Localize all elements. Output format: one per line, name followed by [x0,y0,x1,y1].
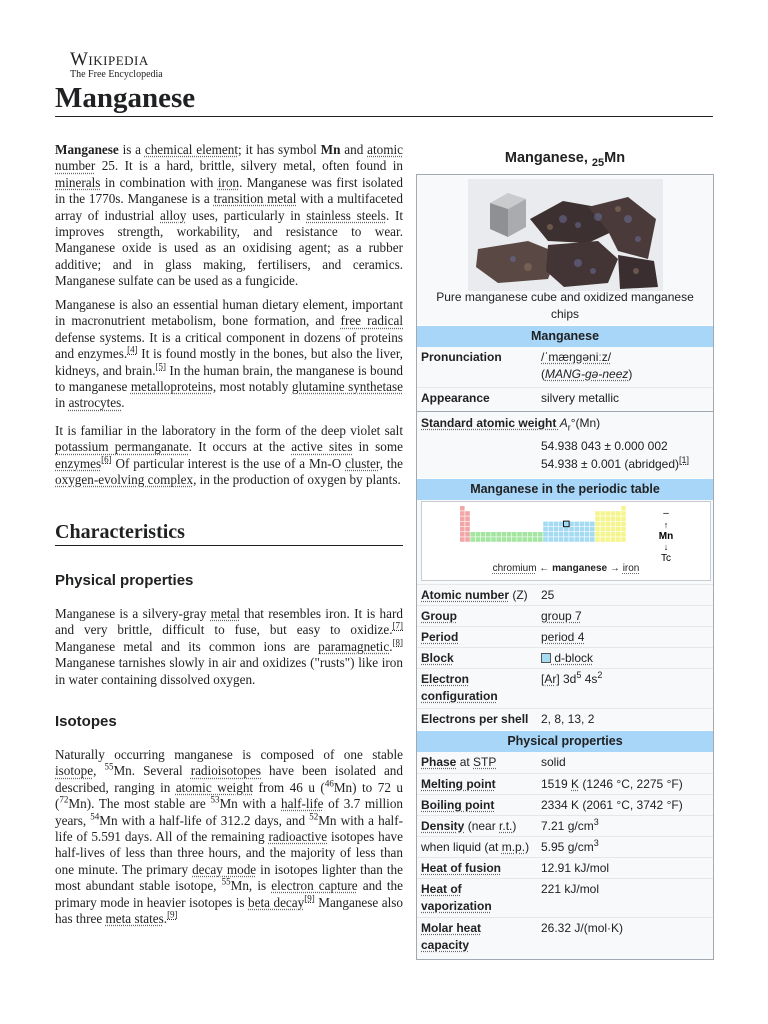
label-molar-heat-capacity[interactable]: Molar heat capacity [421,921,482,952]
label-electrons-per-shell: Electrons per shell [421,712,529,726]
pt-cell [569,527,574,532]
value-pronunciation: /ˈmæŋɡəniːz/ (MANG-gə-neez) [541,350,633,381]
link-alloy[interactable]: alloy [160,207,187,223]
pt-above: – [663,508,669,519]
pt-cell [491,532,496,537]
pt-cell [512,532,517,537]
pt-cell [621,537,626,542]
pt-cell [621,516,626,521]
pt-cell [611,522,616,527]
citation-9b[interactable]: [9] [167,909,178,920]
pt-cell [517,532,522,537]
pt-cell [502,532,507,537]
row-heat-of-fusion [417,857,713,879]
intro-paragraph-3: It is familiar in the laboratory in the form of the deep violet salt potassium permanganate. It occurs at the active sites in some enzymes[6] Of particular interest is the use of a Mn-O cluster, the oxygen-evolving complex, in the production of oxygen by plants. [55,423,403,488]
label-period[interactable]: Period [421,630,459,644]
link-transition-metal[interactable]: transition metal [213,191,297,207]
pt-cell [564,532,569,537]
link-radioisotopes[interactable]: radioisotopes [190,763,262,779]
pt-cell [460,537,465,542]
pt-cell [465,527,470,532]
infobox-title: Manganese, $_{25}$Mn [504,150,626,169]
pt-cell [611,532,616,537]
link-astrocytes[interactable]: astrocytes [68,395,122,411]
row-atomic-number [417,584,713,606]
label-density-liquid: when liquid (at m.p.) [421,840,530,854]
label-standard-atomic-weight[interactable]: Standard atomic weight $A_r^\circ(Mn)$ [421,416,601,433]
pt-symbol: Mn [658,531,674,542]
link-chromium[interactable]: chromium [492,563,537,574]
link-decay-mode[interactable]: decay mode [192,861,257,877]
pt-cell [611,537,616,542]
wordmark: Wikipedia [70,49,149,70]
citation-8[interactable]: [8] [392,637,403,648]
page-title: Manganese [55,80,713,117]
pt-cell [522,537,527,542]
link-free-radical[interactable]: free radical [340,313,403,329]
pt-cell [600,537,605,542]
label-density[interactable]: Density (near r.t.) [421,819,517,833]
pt-cell [460,506,465,511]
link-electron-capture[interactable]: electron capture [271,878,358,894]
pt-cell [564,527,569,532]
pt-cell [590,527,595,532]
pt-cell [476,532,481,537]
pt-up-arrow: ↑ [663,520,669,530]
citation-7[interactable]: [7] [392,621,403,632]
pt-cell [569,522,574,527]
pt-cell [559,522,564,527]
infobox [416,174,714,960]
link-ipa[interactable]: /ˈmæŋɡəniːz/ [541,350,612,364]
pt-cell [548,537,553,542]
pt-cell [481,532,486,537]
pt-cell [606,511,611,516]
value-period[interactable]: period 4 [541,630,585,644]
pt-cell [465,516,470,521]
pt-cell [548,527,553,532]
pt-cell [538,532,543,537]
pt-cell [600,522,605,527]
pt-cell [507,532,512,537]
pt-cell [616,511,621,516]
isotopes-paragraph: Naturally occurring manganese is composed of one stable isotope, $^{55}$Mn. Several radioisotopes have been isolated and described, ranging in atomic weight from 46 u ($^{46}$Mn) to 72 u ($^{72}$Mn). The most stable are $^{53}$Mn with a half-life of 3.7 million years, $^{54}$Mn with a half-life of 312.2 days, and $^{52}$Mn with a half-life of 5.591 days. All of the remaining radioactive isotopes have half-lives of less than three hours, and the majority of less than one minute. The primary decay mode in isotopes lighter than the most abundant stable isotope, $^{55}$Mn, is electron capture and the primary mode in heavier isotopes is beta decay[9] Manganese also has three meta states.[9] [55,747,404,927]
citation-5[interactable]: [5] [155,361,167,372]
pt-cell [512,537,517,542]
link-metal[interactable]: metal [210,606,240,621]
pt-cell [580,537,585,542]
pt-cell [595,532,600,537]
pt-cell [606,522,611,527]
pt-cell [606,527,611,532]
value-electrons-per-shell: 2, 8, 13, 2 [541,712,595,726]
link-atomic-weight[interactable]: atomic weight [175,779,254,795]
pt-cell [580,527,585,532]
wikipedia-logo[interactable] [70,50,190,80]
pt-cell [590,537,595,542]
pt-cell [590,532,595,537]
pt-cell [621,522,626,527]
pt-cell [548,532,553,537]
pt-cell [465,511,470,516]
pt-current: manganese [552,563,608,574]
value-heat-of-vaporization: 221 kJ/mol [541,882,600,896]
pt-cell [585,527,590,532]
value-electron-configuration: [Ar] $3d^5$ $4s^2$ [541,670,603,686]
link-half-life[interactable]: half-life [281,796,324,812]
link-active-sites[interactable]: active sites [291,439,353,455]
pt-cell [611,527,616,532]
pt-cell [559,537,564,542]
row-periodic-table [417,500,713,582]
pt-cell [533,532,538,537]
value-appearance: silvery metallic [541,391,620,405]
pt-cell [470,537,475,542]
value-block[interactable]: d-block [541,650,593,667]
row-phase [417,752,713,773]
pt-cell [554,537,559,542]
value-phase: solid [541,755,566,769]
pt-cell [616,537,621,542]
pt-cell [600,532,605,537]
row-melting-point [417,773,713,795]
pt-cell [569,532,574,537]
link-paramagnetic[interactable]: paramagnetic [318,638,390,654]
pt-cell [465,522,470,527]
pt-neighbors: chromium ← manganese → iron [492,563,640,574]
row-pronunciation [417,347,713,387]
row-electron-configuration [417,668,713,709]
pt-cell [465,537,470,542]
row-appearance [417,387,713,410]
link-chemical-element[interactable]: chemical element [144,142,238,157]
pt-cell [606,516,611,521]
value-melting-point: 1519 K (1246 °C, 2275 °F) [541,777,683,791]
row-standard-atomic-weight [417,411,713,478]
link-enzymes[interactable]: enzymes [55,455,102,471]
pt-cell [606,537,611,542]
label-appearance: Appearance [421,391,490,405]
pt-cell [507,537,512,542]
pt-cell [470,532,475,537]
physical-properties-paragraph: Manganese is a silvery-gray metal that resembles iron. It is hard and very brittle, difficult to fuse, but easy to oxidize.[7] Manganese metal and its common ions are paramagnetic.[8] Manganese tarnishes slowly in air and oxidizes ("rusts") like iron in water containing dissolved oxygen. [55,606,403,687]
row-molar-heat-capacity [417,917,713,960]
pt-cell [476,537,481,542]
link-minerals[interactable]: minerals [55,174,101,190]
pt-cell [616,522,621,527]
row-period [417,626,713,648]
value-boiling-point: 2334 K (2061 °C, 3742 °F) [541,798,683,812]
value-atomic-weight-abridged: 54.938 ± 0.001 (abridged)[1] [541,455,690,471]
pt-cell [533,537,538,542]
pt-cell [460,532,465,537]
pt-cell [460,511,465,516]
subsection-heading-physical-properties: Physical properties [55,572,194,589]
pt-cell [590,522,595,527]
pt-cell [600,516,605,521]
pt-cell [621,511,626,516]
label-pronunciation: Pronunciation [421,350,502,364]
citation-4[interactable]: [4] [127,344,138,355]
link-oxygen-evolving-complex[interactable]: oxygen-evolving complex [55,472,194,488]
pt-cell [559,527,564,532]
pt-cell [595,511,600,516]
pt-cell [569,537,574,542]
pt-cell [481,537,486,542]
label-phase[interactable]: Phase at STP [421,755,497,769]
d-block-swatch-icon [541,653,551,663]
link-potassium-permanganate[interactable]: potassium permanganate [55,439,189,455]
value-atomic-number: 25 [541,588,555,602]
link-radioactive[interactable]: radioactive [268,829,328,845]
pt-cell [611,516,616,521]
pt-cell [595,522,600,527]
pt-down-arrow: ↓ [663,542,669,552]
pt-cell [460,522,465,527]
pt-cell [543,537,548,542]
link-respelling[interactable]: MANG-gə-neez [545,367,629,381]
pt-cell [600,511,605,516]
intro-paragraph-1: Manganese is a chemical element; it has symbol Mn and atomic number 25. It is a hard, brittle, silvery metal, often found in minerals in combination with iron. Manganese was first isolated in the 1770s. Manganese is a transition metal with a multifaceted array of industrial alloy uses, particularly in stainless steels. It improves strength, workability, and resistance to wear. Manganese oxide is used as an oxidising agent; as a rubber additive; and in glass making, fertilisers, and ceramics. Manganese sulfate can be used as a fungicide. [55,142,403,289]
section-heading-characteristics: Characteristics [55,519,403,546]
pt-cell [522,532,527,537]
pt-cell [574,522,579,527]
link-iron[interactable]: iron [217,174,240,190]
value-atomic-weight: 54.938 043 ± 0.000 002 [541,439,668,453]
pt-cell [543,532,548,537]
infobox-section-periodic-table: Manganese in the periodic table [417,478,713,500]
label-block[interactable]: Block [421,651,454,665]
periodic-table-mini[interactable] [421,501,711,581]
pt-cell [548,522,553,527]
row-density [417,815,713,837]
label-melting-point[interactable]: Melting point [421,777,496,791]
pt-cell [460,527,465,532]
pt-cell [616,527,621,532]
subsection-heading-isotopes: Isotopes [55,713,117,730]
value-heat-of-fusion: 12.91 kJ/mol [541,861,610,875]
manganese-image[interactable] [468,179,663,291]
label-heat-of-vaporization[interactable]: Heat of vaporization [421,882,492,913]
pt-cell [595,527,600,532]
link-beta-decay[interactable]: beta decay [248,894,305,910]
infobox-section-element: Manganese [417,325,713,347]
pt-cell [528,532,533,537]
row-electrons-per-shell [417,708,713,731]
pt-cell [580,522,585,527]
pt-cell [585,522,590,527]
tagline: The Free Encyclopedia [70,69,163,80]
pt-cell [585,532,590,537]
pt-cell-manganese [564,522,569,527]
infobox-section-physical: Physical properties [417,730,713,752]
intro-paragraph-2: Manganese is also an essential human dietary element, important in macronutrient metabolism, bone formation, and free radical defense systems. It is a critical component in dozens of proteins and enzymes.[4] It is found mostly in the bones, but also the liver, kidneys, and brain.[5] In the human brain, the manganese is bound to manganese metalloproteins, most notably glutamine synthetase in astrocytes. [55,297,404,411]
pt-cell [574,537,579,542]
value-group[interactable]: group 7 [541,609,582,623]
pt-cell [554,532,559,537]
citation-9[interactable]: [9] [304,893,315,904]
link-metalloproteins[interactable]: metalloproteins [130,379,213,395]
pt-cell [517,537,522,542]
image-caption: Pure manganese cube and oxidized manganese chips [436,290,694,321]
citation-1[interactable]: [1] [679,455,690,465]
pt-cell [595,537,600,542]
pt-cell [491,537,496,542]
pt-cell [600,527,605,532]
pt-cell [585,537,590,542]
pt-below: Tc [661,553,671,564]
row-block [417,647,713,669]
row-boiling-point [417,794,713,816]
pt-cell [616,532,621,537]
value-density-liquid: 5.95 $g/cm^3$ [541,838,599,854]
pt-cell [502,537,507,542]
link-atomic-number[interactable]: atomic number [55,142,403,174]
value-density: 7.21 $g/cm^3$ [541,817,599,833]
pt-cell [528,537,533,542]
label-atomic-number[interactable]: Atomic number (Z) [421,588,528,602]
link-meta-states[interactable]: meta states [105,911,164,927]
label-group[interactable]: Group [421,609,457,623]
symbol-text: Mn [320,142,341,157]
pt-cell [496,537,501,542]
pt-cell [580,532,585,537]
link-stainless-steels[interactable]: stainless steels [306,207,386,223]
pt-cell [574,527,579,532]
pt-cell [486,532,491,537]
pt-cell [465,532,470,537]
link-cluster[interactable]: cluster [345,455,380,471]
pt-cell [621,506,626,511]
row-density-liquid [417,836,713,858]
pt-cell [554,522,559,527]
pt-cell [543,522,548,527]
link-isotope[interactable]: isotope [55,763,94,779]
lead-term: Manganese [55,142,119,157]
pt-cell [486,537,491,542]
link-glutamine-synthetase[interactable]: glutamine synthetase [291,379,404,395]
pt-cell [595,516,600,521]
pt-cell [564,537,569,542]
citation-6[interactable]: [6] [101,454,112,465]
value-molar-heat-capacity: 26.32 J/(mol·K) [541,921,624,935]
link-iron-pt[interactable]: iron [622,563,640,574]
pt-cell [559,532,564,537]
pt-cell [621,527,626,532]
row-heat-of-vaporization [417,878,713,918]
label-electron-configuration[interactable]: Electron configuration [421,672,498,703]
pt-cell [496,532,501,537]
label-boiling-point[interactable]: Boiling point [421,798,495,812]
pt-cell [538,537,543,542]
pt-cell [606,532,611,537]
pt-cell [554,527,559,532]
pt-cell [616,516,621,521]
pt-cell [460,516,465,521]
label-heat-of-fusion[interactable]: Heat of fusion [421,861,501,875]
pt-cell [611,511,616,516]
row-group [417,605,713,627]
pt-cell [621,532,626,537]
pt-cell [574,532,579,537]
pt-cell [543,527,548,532]
